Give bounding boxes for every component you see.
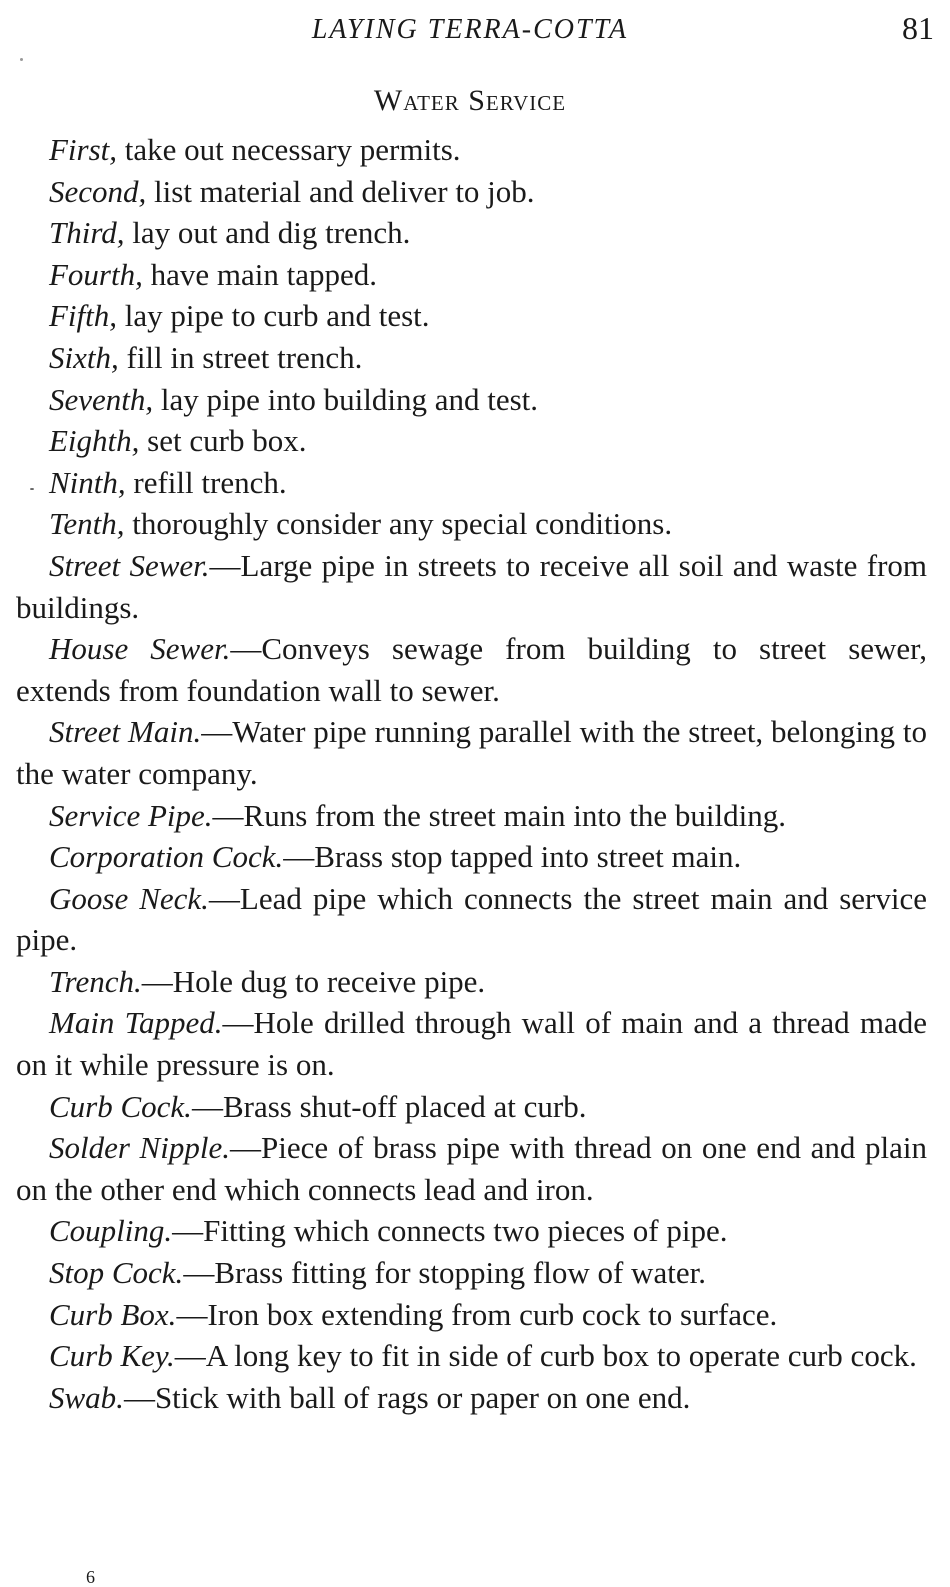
term-label: Third,: [49, 215, 125, 251]
paragraph-text: —Brass stop tapped into street main.: [283, 839, 742, 875]
paragraph-text: —Conveys sewage from building to street sewer, extends from foundation wall to sewer.: [16, 631, 927, 708]
term-label: Second,: [49, 173, 147, 209]
paragraph-text: have main tapped.: [142, 256, 378, 292]
paragraph-text: list material and deliver to job.: [146, 173, 535, 209]
term-label: Main Tapped.: [49, 1005, 223, 1041]
definition-curb-key: [16, 1335, 927, 1377]
page-number: 81: [902, 10, 934, 46]
definition-stop-cock: [16, 1252, 927, 1294]
paragraph-text: —Stick with ball of rags or paper on one end.: [123, 1379, 691, 1415]
definition-goose-neck: [16, 878, 927, 961]
definition-solder-nipple: [16, 1127, 927, 1210]
term-label: Sixth,: [49, 339, 119, 375]
paragraph-text: take out necessary permits.: [117, 132, 461, 167]
term-label: Eighth,: [49, 423, 140, 459]
term-label: House Sewer.: [49, 631, 231, 667]
paragraph-text: —Hole drilled through wall of main and a thread made on it while pressure is on.: [16, 1005, 927, 1083]
definition-swab: [16, 1377, 927, 1419]
step-eighth: [16, 420, 927, 462]
paragraph-text: set curb box.: [139, 423, 307, 459]
term-label: Curb Box.: [49, 1296, 177, 1332]
step-first: [16, 129, 927, 171]
definition-curb-cock: [16, 1086, 927, 1128]
definition-corporation-cock: [16, 836, 927, 878]
step-sixth: [16, 337, 927, 379]
paragraph-text: lay pipe into building and test.: [153, 381, 539, 417]
term-label: Coupling.: [49, 1213, 173, 1249]
definition-trench: [16, 961, 927, 1003]
step-tenth: [16, 503, 927, 545]
paragraph-text: —Large pipe in streets to receive all soil and waste from buildings.: [16, 547, 928, 625]
paragraph-text: lay pipe to curb and test.: [117, 298, 430, 334]
term-label: Trench.: [49, 963, 142, 999]
term-label: Fifth,: [49, 298, 118, 334]
paragraph-text: —Brass shut-off placed at curb.: [191, 1088, 587, 1124]
definition-house-sewer: [16, 628, 927, 711]
term-label: Curb Key.: [49, 1338, 175, 1374]
paragraph-text: —Piece of brass pipe with thread on one end and plain on the other end which connects lead and iron.: [16, 1130, 927, 1207]
paragraph-text: fill in street trench.: [118, 339, 363, 375]
term-label: Seventh,: [49, 381, 154, 417]
running-title: LAYING TERRA-COTTA: [311, 14, 629, 45]
margin-speck: [20, 58, 23, 61]
paragraph-text: refill trench.: [125, 464, 287, 500]
term-label: Stop Cock.: [49, 1255, 184, 1291]
term-label: Street Main.: [49, 714, 202, 750]
term-label: Solder Nipple.: [49, 1130, 230, 1166]
paragraph-text: —Iron box extending from curb cock to surface.: [176, 1296, 778, 1332]
body-text: [16, 129, 927, 1418]
paragraph-text: lay out and dig trench.: [124, 215, 411, 251]
paragraph-text: —Lead pipe which connects the street main and service pipe.: [16, 880, 927, 958]
definition-coupling: [16, 1210, 927, 1252]
definition-street-sewer: [16, 545, 927, 628]
section-title: Water Service: [373, 84, 567, 117]
term-label: Tenth,: [49, 506, 125, 542]
paragraph-text: thoroughly consider any special conditions.: [124, 506, 673, 542]
step-fifth: [16, 295, 927, 337]
step-fourth: [16, 254, 927, 296]
step-ninth: [16, 462, 927, 504]
term-label: Service Pipe.: [49, 797, 213, 833]
term-label: Swab.: [49, 1379, 124, 1415]
definition-street-main: [16, 711, 927, 794]
definition-service-pipe: [16, 795, 927, 837]
paragraph-text: —Fitting which connects two pieces of pipe.: [172, 1213, 728, 1249]
term-label: Corporation Cock.: [49, 839, 284, 875]
running-head: [0, 10, 950, 50]
paragraph-text: —Runs from the street main into the building.: [212, 797, 786, 833]
paragraph-text: —Brass fitting for stopping flow of water.: [183, 1255, 706, 1291]
term-label: Fourth,: [49, 256, 143, 292]
paragraph-text: —Hole dug to receive pipe.: [141, 963, 486, 999]
step-second: [16, 171, 927, 213]
term-label: First,: [49, 132, 118, 167]
paragraph-text: —Water pipe running parallel with the street, belonging to the water company.: [16, 714, 927, 791]
term-label: Curb Cock.: [49, 1088, 192, 1124]
term-label: Goose Neck.: [49, 880, 209, 916]
step-third: [16, 212, 927, 254]
signature-mark: 6: [86, 1567, 95, 1587]
step-seventh: [16, 379, 927, 421]
term-label: Street Sewer.: [49, 547, 210, 583]
term-label: Ninth,: [49, 464, 126, 500]
definition-curb-box: [16, 1294, 927, 1336]
paragraph-text: —A long key to fit in side of curb box to operate curb cock.: [174, 1338, 917, 1374]
definition-main-tapped: [16, 1002, 927, 1085]
